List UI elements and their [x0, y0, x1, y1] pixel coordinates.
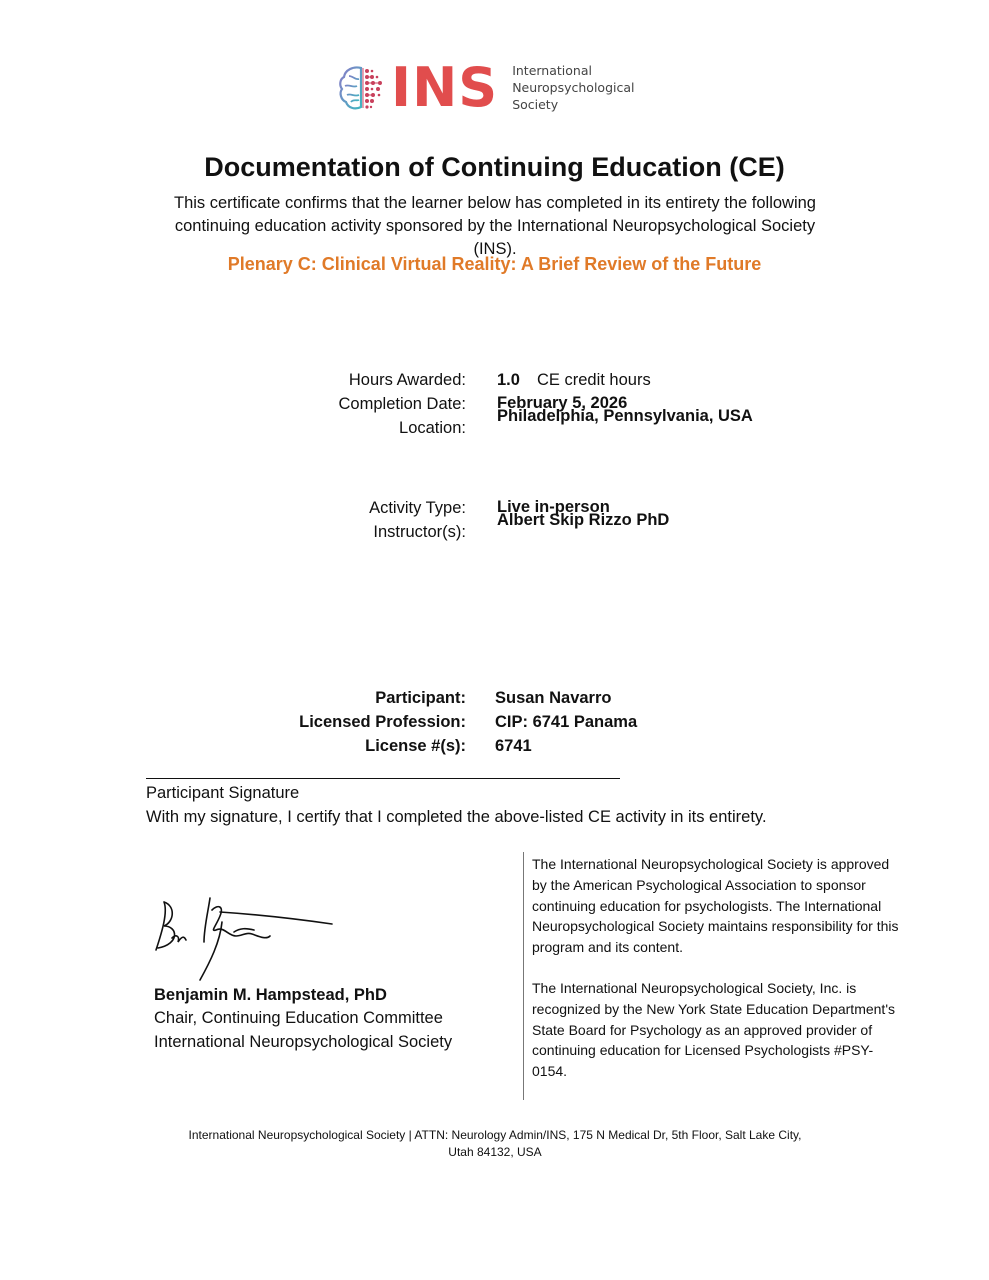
apa-accreditation: The International Neuropsychological Society is approved by the American Psychological Association to sponsor continuing education for psychologists. The International Neuropsychological Society maintains responsibility for this program and its content.	[532, 856, 899, 956]
certification-statement: With my signature, I certify that I completed the above-listed CE activity in its entirety.	[146, 808, 767, 826]
brain-circuit-icon	[337, 62, 389, 114]
logo-acronym: INS	[391, 56, 499, 119]
document-title: Documentation of Continuing Education (CE)	[204, 152, 785, 182]
activity-type-label: Activity Type:	[369, 499, 466, 517]
completion-date-value: February 5, 2026	[497, 394, 628, 412]
logo-name-line: Neuropsychological	[512, 80, 635, 95]
hours-unit: CE credit hours	[537, 371, 651, 389]
ins-logo	[337, 56, 635, 119]
instructor-value: Albert Skip Rizzo PhD	[497, 511, 670, 529]
logo-name-line: International	[512, 63, 592, 78]
footer-line-1: International Neuropsychological Society | ATTN: Neurology Admin/INS, 175 N Medical Dr, 5th Floor, Salt Lake City,	[188, 1128, 802, 1142]
chair-signature-image	[150, 892, 340, 984]
logo-org-name	[512, 62, 634, 113]
activity-title: Plenary C: Clinical Virtual Reality: A Brief Review of the Future	[227, 254, 762, 274]
participant-label: Participant:	[375, 689, 466, 707]
chair-organization: International Neuropsychological Society	[154, 1033, 453, 1051]
profession-label: Licensed Profession:	[299, 713, 466, 731]
location-label: Location:	[399, 419, 466, 437]
license-label: License #(s):	[365, 737, 466, 755]
location-value: Philadelphia, Pennsylvania, USA	[497, 407, 753, 425]
chair-title: Chair, Continuing Education Committee	[154, 1009, 443, 1027]
footer-line-2: Utah 84132, USA	[448, 1145, 542, 1159]
signature-line[interactable]	[146, 778, 620, 779]
activity-type-value: Live in-person	[497, 498, 610, 516]
footer-address	[140, 1127, 850, 1161]
nys-accreditation: The International Neuropsychological Society, Inc. is recognized by the New York State Education Department's State Board for Psychology as an approved provider of continuing education for Licensed Psychologists #PSY-0154.	[532, 979, 895, 1080]
completion-date-label: Completion Date:	[338, 395, 466, 413]
instructor-label: Instructor(s):	[373, 523, 466, 541]
intro-text: This certificate confirms that the learner below has completed in its entirety the following continuing education activity sponsored by the International Neuropsychological Society (INS).	[174, 194, 816, 258]
hours-label: Hours Awarded:	[348, 371, 466, 389]
column-divider	[523, 852, 524, 1100]
chair-name: Benjamin M. Hampstead, PhD	[154, 986, 387, 1004]
profession-value: CIP: 6741 Panama	[495, 713, 638, 731]
participant-signature-label: Participant Signature	[146, 784, 300, 802]
logo-name-line: Society	[512, 97, 559, 112]
participant-value: Susan Navarro	[495, 689, 612, 707]
license-value: 6741	[495, 737, 532, 755]
accreditation-statements	[532, 854, 902, 1102]
hours-value: 1.0	[497, 371, 520, 389]
